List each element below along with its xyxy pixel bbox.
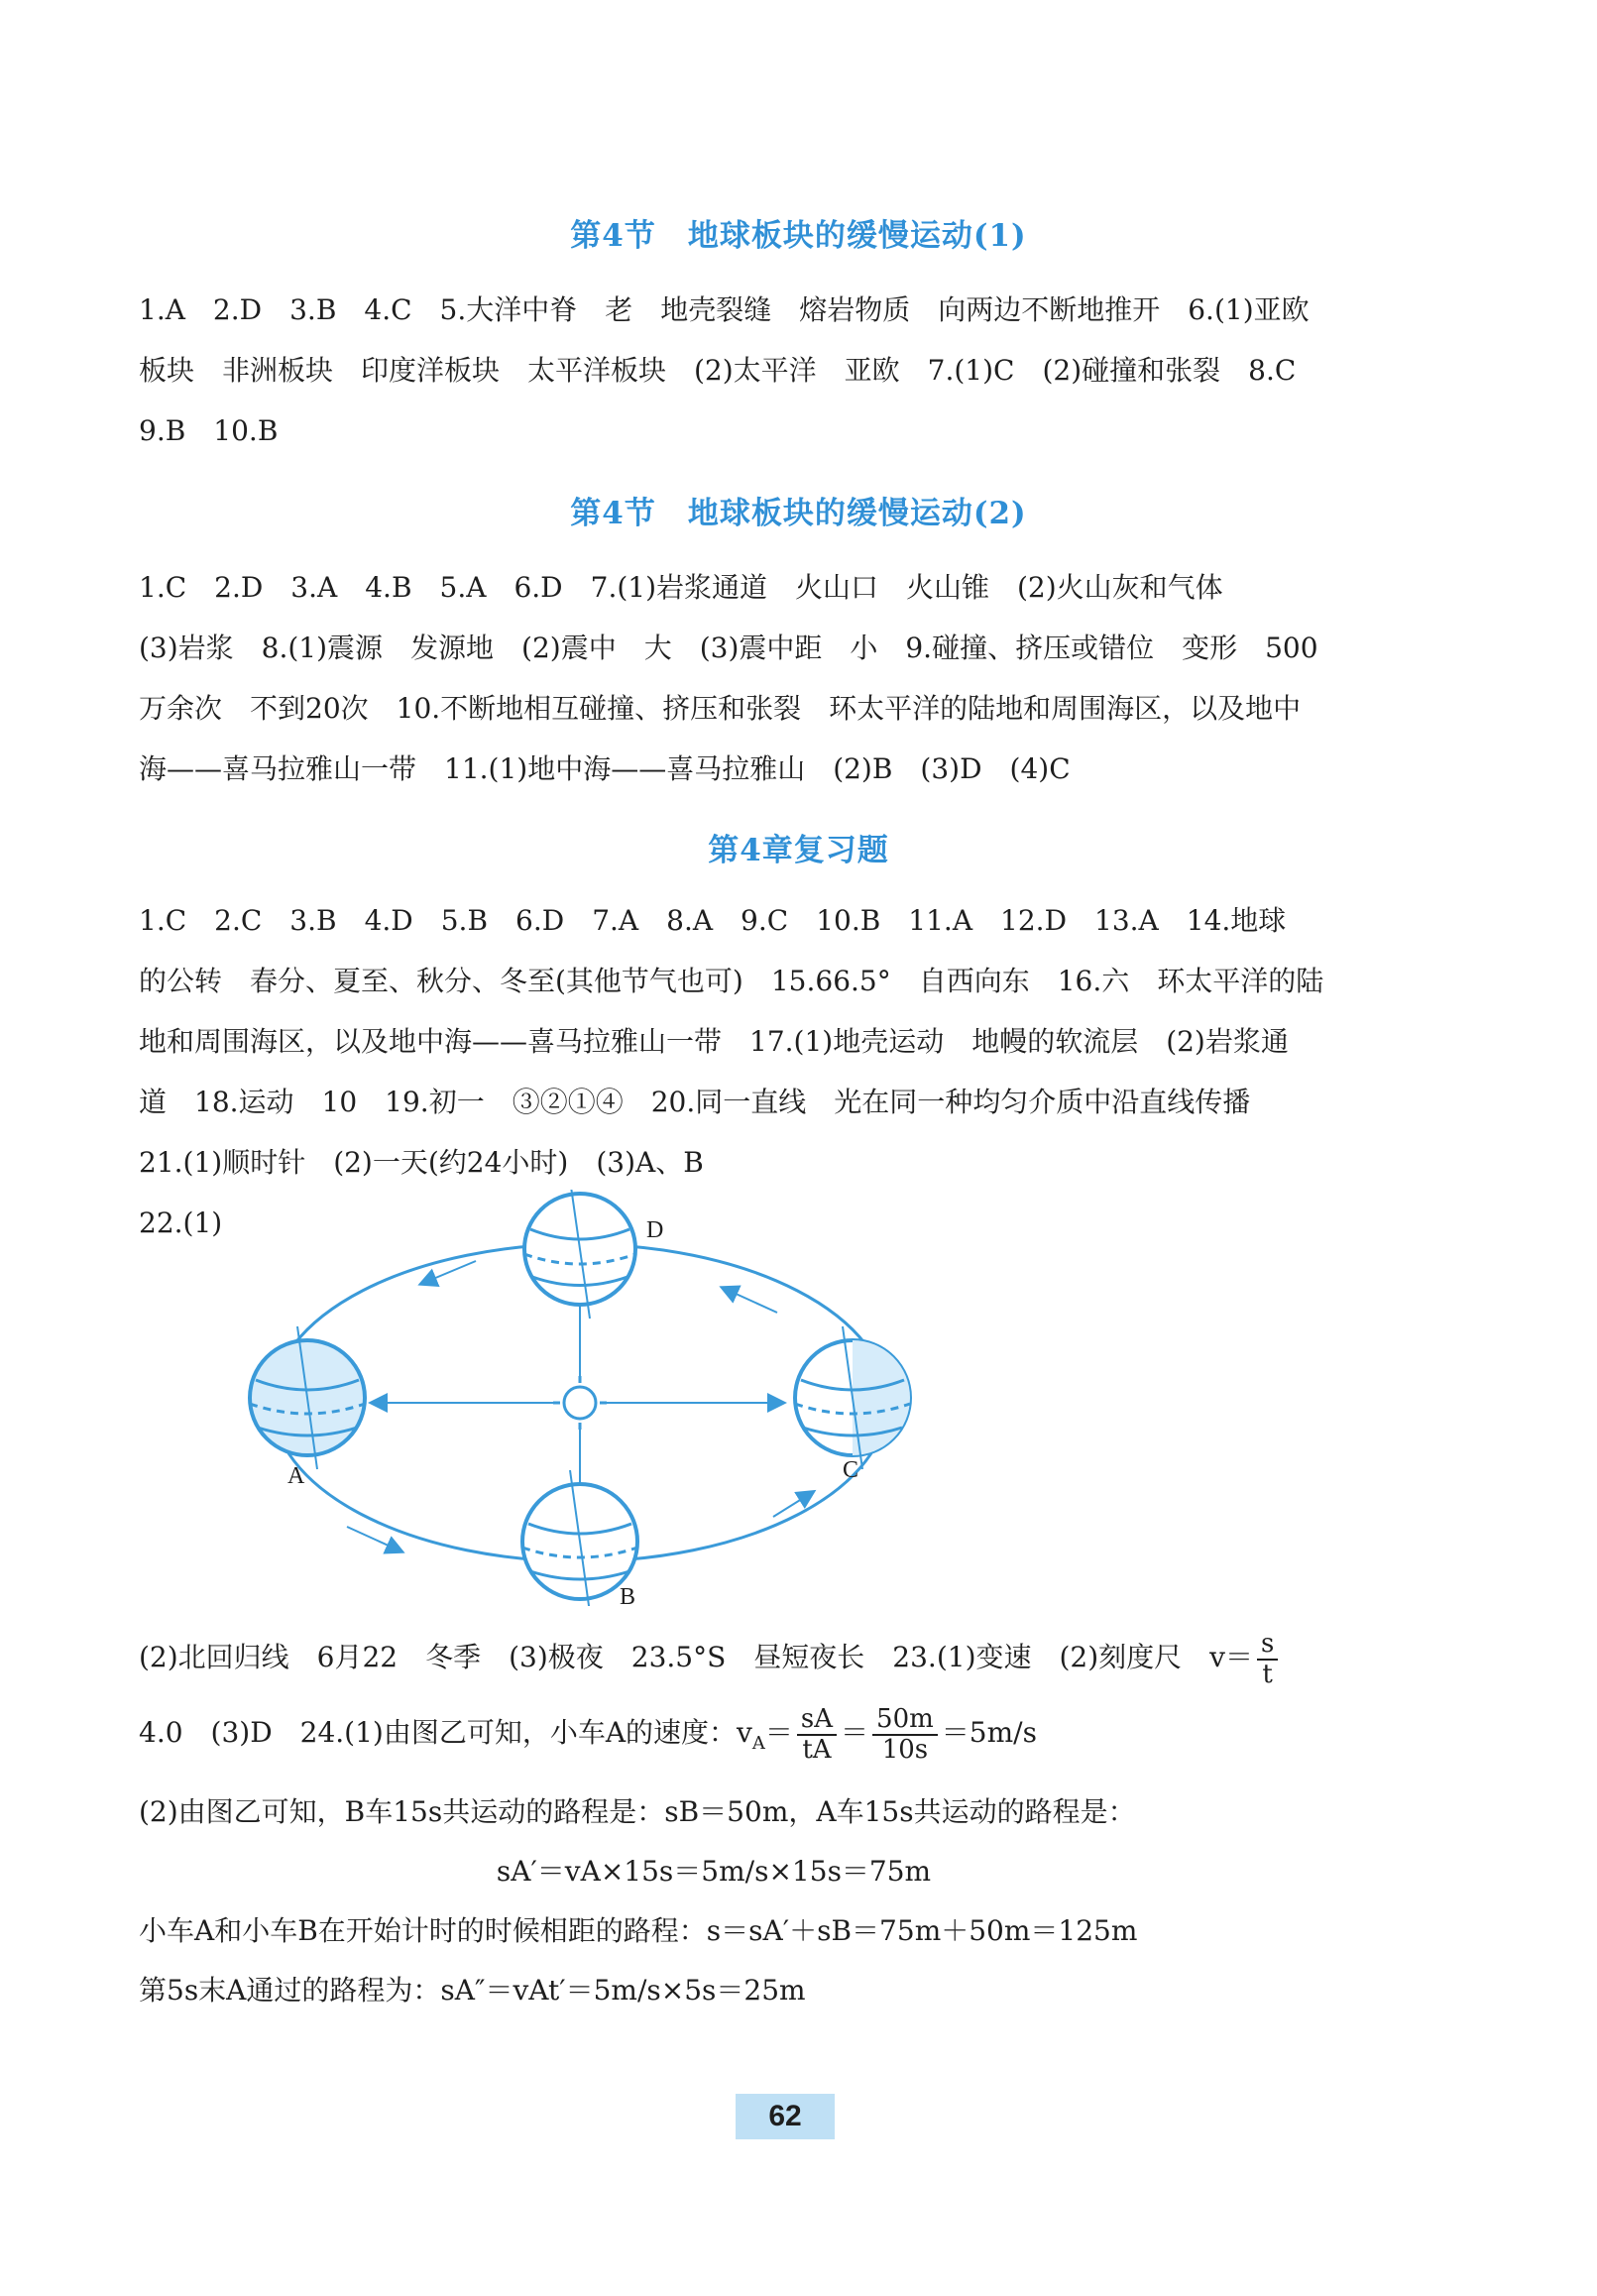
answer-line: 21.(1)顺时针 (2)一天(约24小时) (3)A、B (139, 1146, 704, 1179)
answer-line: 海——喜马拉雅山一带 11.(1)地中海——喜马拉雅山 (2)B (3)D (4)C (139, 752, 1071, 785)
earth-orbit-diagram (218, 1190, 952, 1606)
label-d: D (646, 1217, 664, 1243)
answer-line: 1.A 2.D 3.B 4.C 5.大洋中脊 老 地壳裂缝 熔岩物质 向两边不断地推开 6.(1)亚欧 (139, 293, 1310, 326)
answer-line: 地和周围海区，以及地中海——喜马拉雅山一带 17.(1)地壳运动 地幔的软流层 (2)岩浆通 (139, 1025, 1289, 1058)
answer-line (139, 1624, 1447, 1691)
speed-fraction-symbolic (797, 1705, 837, 1764)
answer-line: 板块 非洲板块 印度洋板块 太平洋板块 (2)太平洋 亚欧 7.(1)C (2)碰撞和张裂 8.C (139, 354, 1297, 387)
orbit-arrow (773, 1492, 813, 1517)
subscript: A (751, 1733, 765, 1754)
answer-line: 道 18.运动 10 19.初一 ③②①④ 20.同一直线 光在同一种均匀介质中沿直线传播 (139, 1086, 1251, 1118)
answer-line: 9.B 10.B (139, 414, 279, 447)
label-a: A (287, 1463, 305, 1489)
answer-line (139, 1691, 1447, 1779)
answer-line: 万余次 不到20次 10.不断地相互碰撞、挤压和张裂 环太平洋的陆地和周围海区，以及地中 (139, 692, 1302, 725)
speed-fraction-values (872, 1705, 938, 1764)
answer-line: 1.C 2.D 3.A 4.B 5.A 6.D 7.(1)岩浆通道 火山口 火山锥 (2)火山灰和气体 (139, 571, 1223, 604)
earth-globe-a (250, 1326, 365, 1469)
label-c: C (843, 1457, 859, 1483)
answer-line: (2)由图乙可知，B车15s共运动的路程是：sB＝50m，A车15s共运动的路程是： (139, 1795, 1136, 1828)
sun-icon (553, 1376, 607, 1430)
fraction-denominator: tA (802, 1734, 832, 1765)
page-number: 62 (736, 2094, 835, 2139)
answer-line: 小车A和小车B在开始计时的时候相距的路程：s＝sA′＋sB＝75m＋50m＝125m (139, 1914, 1138, 1947)
earth-globe-d (524, 1190, 635, 1319)
equals: ＝ (764, 1716, 793, 1749)
section-2-answers (139, 557, 1447, 799)
section-heading-2: 第4节 地球板块的缓慢运动(2) (570, 496, 1027, 531)
fraction-numerator: sA (797, 1705, 837, 1736)
answer-line: 的公转 春分、夏至、秋分、冬至(其他节气也可) 15.66.5° 自西向东 16.六 环太平洋的陆 (139, 965, 1324, 997)
answer-line: 第5s末A通过的路程为：sA″＝vAt′＝5m/s×5s＝25m (139, 1974, 806, 2007)
equals: ＝ (841, 1716, 869, 1749)
fraction-denominator: t (1262, 1659, 1273, 1689)
section-heading-1: 第4节 地球板块的缓慢运动(1) (570, 218, 1027, 254)
speed-formula-fraction (1257, 1630, 1278, 1688)
section-3-continuation (139, 1624, 1447, 2016)
earth-globe-c (795, 1326, 910, 1469)
label-b: B (620, 1584, 636, 1606)
fraction-numerator: s (1257, 1630, 1278, 1661)
answer-line: 1.C 2.C 3.B 4.D 5.B 6.D 7.A 8.A 9.C 10.B 11.A 12.D 13.A 14.地球 (139, 904, 1287, 937)
section-1-answers (139, 280, 1447, 461)
fraction-denominator: 10s (881, 1734, 929, 1765)
answer-line-text: (2)北回归线 6月22 冬季 (3)极夜 23.5°S 昼短夜长 23.(1)变速 (2)刻度尺 v＝ (139, 1641, 1253, 1673)
orbit-arrow (723, 1288, 777, 1313)
result: ＝5m/s (941, 1716, 1037, 1749)
section-heading-3: 第4章复习题 (708, 833, 889, 868)
answer-line-text: 4.0 (3)D 24.(1)由图乙可知，小车A的速度：v (139, 1716, 752, 1749)
answer-line: (3)岩浆 8.(1)震源 发源地 (2)震中 大 (3)震中距 小 9.碰撞、挤压或错位 变形 500 (139, 631, 1318, 664)
answer-line-centered: sA′＝vA×15s＝5m/s×15s＝75m (496, 1855, 932, 1888)
fraction-numerator: 50m (872, 1705, 938, 1736)
answer-line: 22.(1) (139, 1206, 223, 1239)
